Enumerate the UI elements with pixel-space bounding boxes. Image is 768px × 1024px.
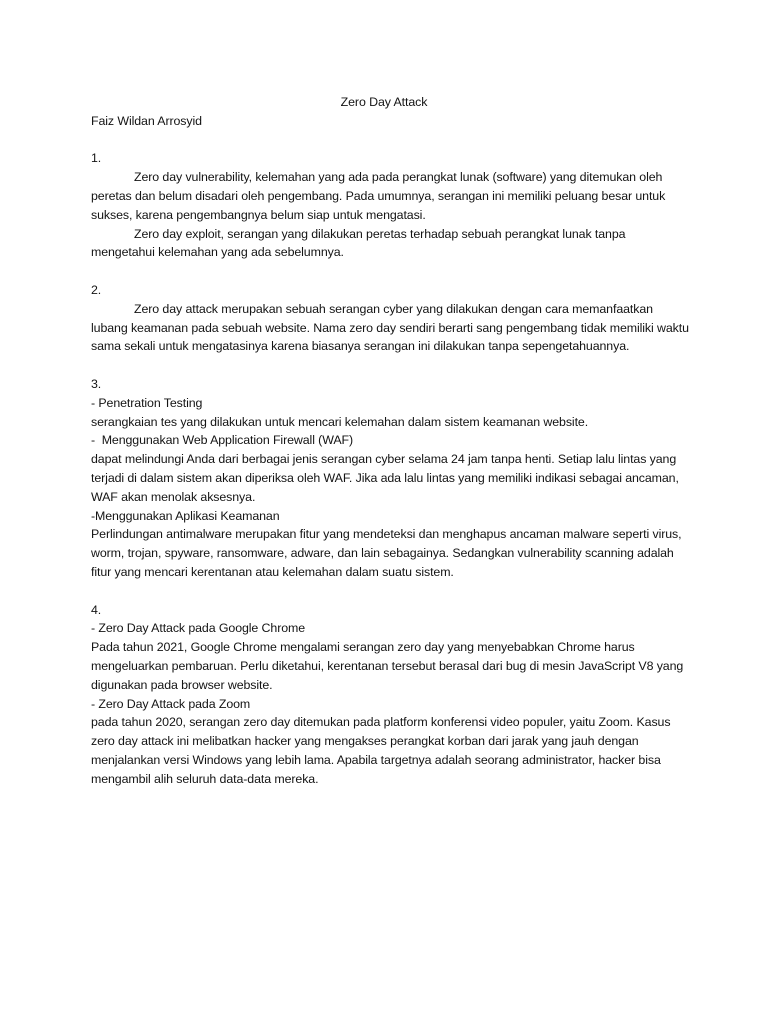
section-number: 2. xyxy=(91,282,102,297)
section-number: 1. xyxy=(91,151,102,166)
item-text: Perlindungan antimalware merupakan fitur yang mendeteksi dan menghapus ancaman malware seperti virus, worm, trojan, spyware, ransomware, adware, dan lain sebagainya. Sedangkan vulnerability scanning adalah fitur yang mencari kerentanan atau kelemahan dalam suatu sistem. xyxy=(91,527,682,579)
paragraph: Zero day exploit, serangan yang dilakukan peretas terhadap sebuah perangkat lunak tanpa mengetahui kelemahan yang ada sebelumnya. xyxy=(91,226,626,260)
document-body xyxy=(91,93,691,788)
item-heading: - Zero Day Attack pada Zoom xyxy=(91,696,251,711)
spacer xyxy=(91,262,691,281)
item-text: pada tahun 2020, serangan zero day ditemukan pada platform konferensi video populer, yaitu Zoom. Kasus zero day attack ini melibatkan hacker yang mengakses perangkat korban dari jarak yang jauh dengan menjalankan versi Windows yang lebih lama. Apabila targetnya adalah seorang administrator, hacker bisa mengambil alih seluruh data-data mereka. xyxy=(91,715,671,786)
item-heading: - Menggunakan Web Application Firewall (WAF) xyxy=(91,433,354,448)
spacer xyxy=(91,356,691,375)
page-title: Zero Day Attack xyxy=(340,95,428,109)
paragraph: Zero day attack merupakan sebuah serangan cyber yang dilakukan dengan cara memanfaatkan lubang keamanan pada sebuah website. Nama zero day sendiri berarti sang pengembang tidak memiliki waktu sama sekali untuk mengatasinya karena biasanya serangan ini dilakukan tanpa sepengetahuannya. xyxy=(91,301,689,354)
item-heading: - Penetration Testing xyxy=(91,395,203,410)
author-name: Faiz Wildan Arrosyid xyxy=(91,113,202,128)
section-number: 3. xyxy=(91,376,102,391)
item-text: Pada tahun 2021, Google Chrome mengalami serangan zero day yang menyebabkan Chrome harus mengeluarkan pembaruan. Perlu diketahui, kerentanan tersebut berasal dari bug di mesin JavaScript V8 yang digunakan pada browser website. xyxy=(91,640,684,692)
paragraph: Zero day vulnerability, kelemahan yang ada pada perangkat lunak (software) yang ditemukan oleh peretas dan belum disadari oleh pengembang. Pada umumnya, serangan ini memiliki peluang besar untuk sukses, karena pengembangnya belum siap untuk mengatasi. xyxy=(91,170,666,222)
spacer xyxy=(91,582,691,601)
item-text: dapat melindungi Anda dari berbagai jenis serangan cyber selama 24 jam tanpa henti. Setiap lalu lintas yang terjadi di dalam sistem akan diperiksa oleh WAF. Jika ada lalu lintas yang memiliki indikasi sebagai ancaman, WAF akan menolak aksesnya. xyxy=(91,452,679,504)
spacer xyxy=(91,131,691,150)
item-heading: - Zero Day Attack pada Google Chrome xyxy=(91,621,306,636)
item-text: serangkaian tes yang dilakukan untuk mencari kelemahan dalam sistem keamanan website. xyxy=(91,414,589,429)
item-heading: -Menggunakan Aplikasi Keamanan xyxy=(91,508,280,523)
section-number: 4. xyxy=(91,602,102,617)
